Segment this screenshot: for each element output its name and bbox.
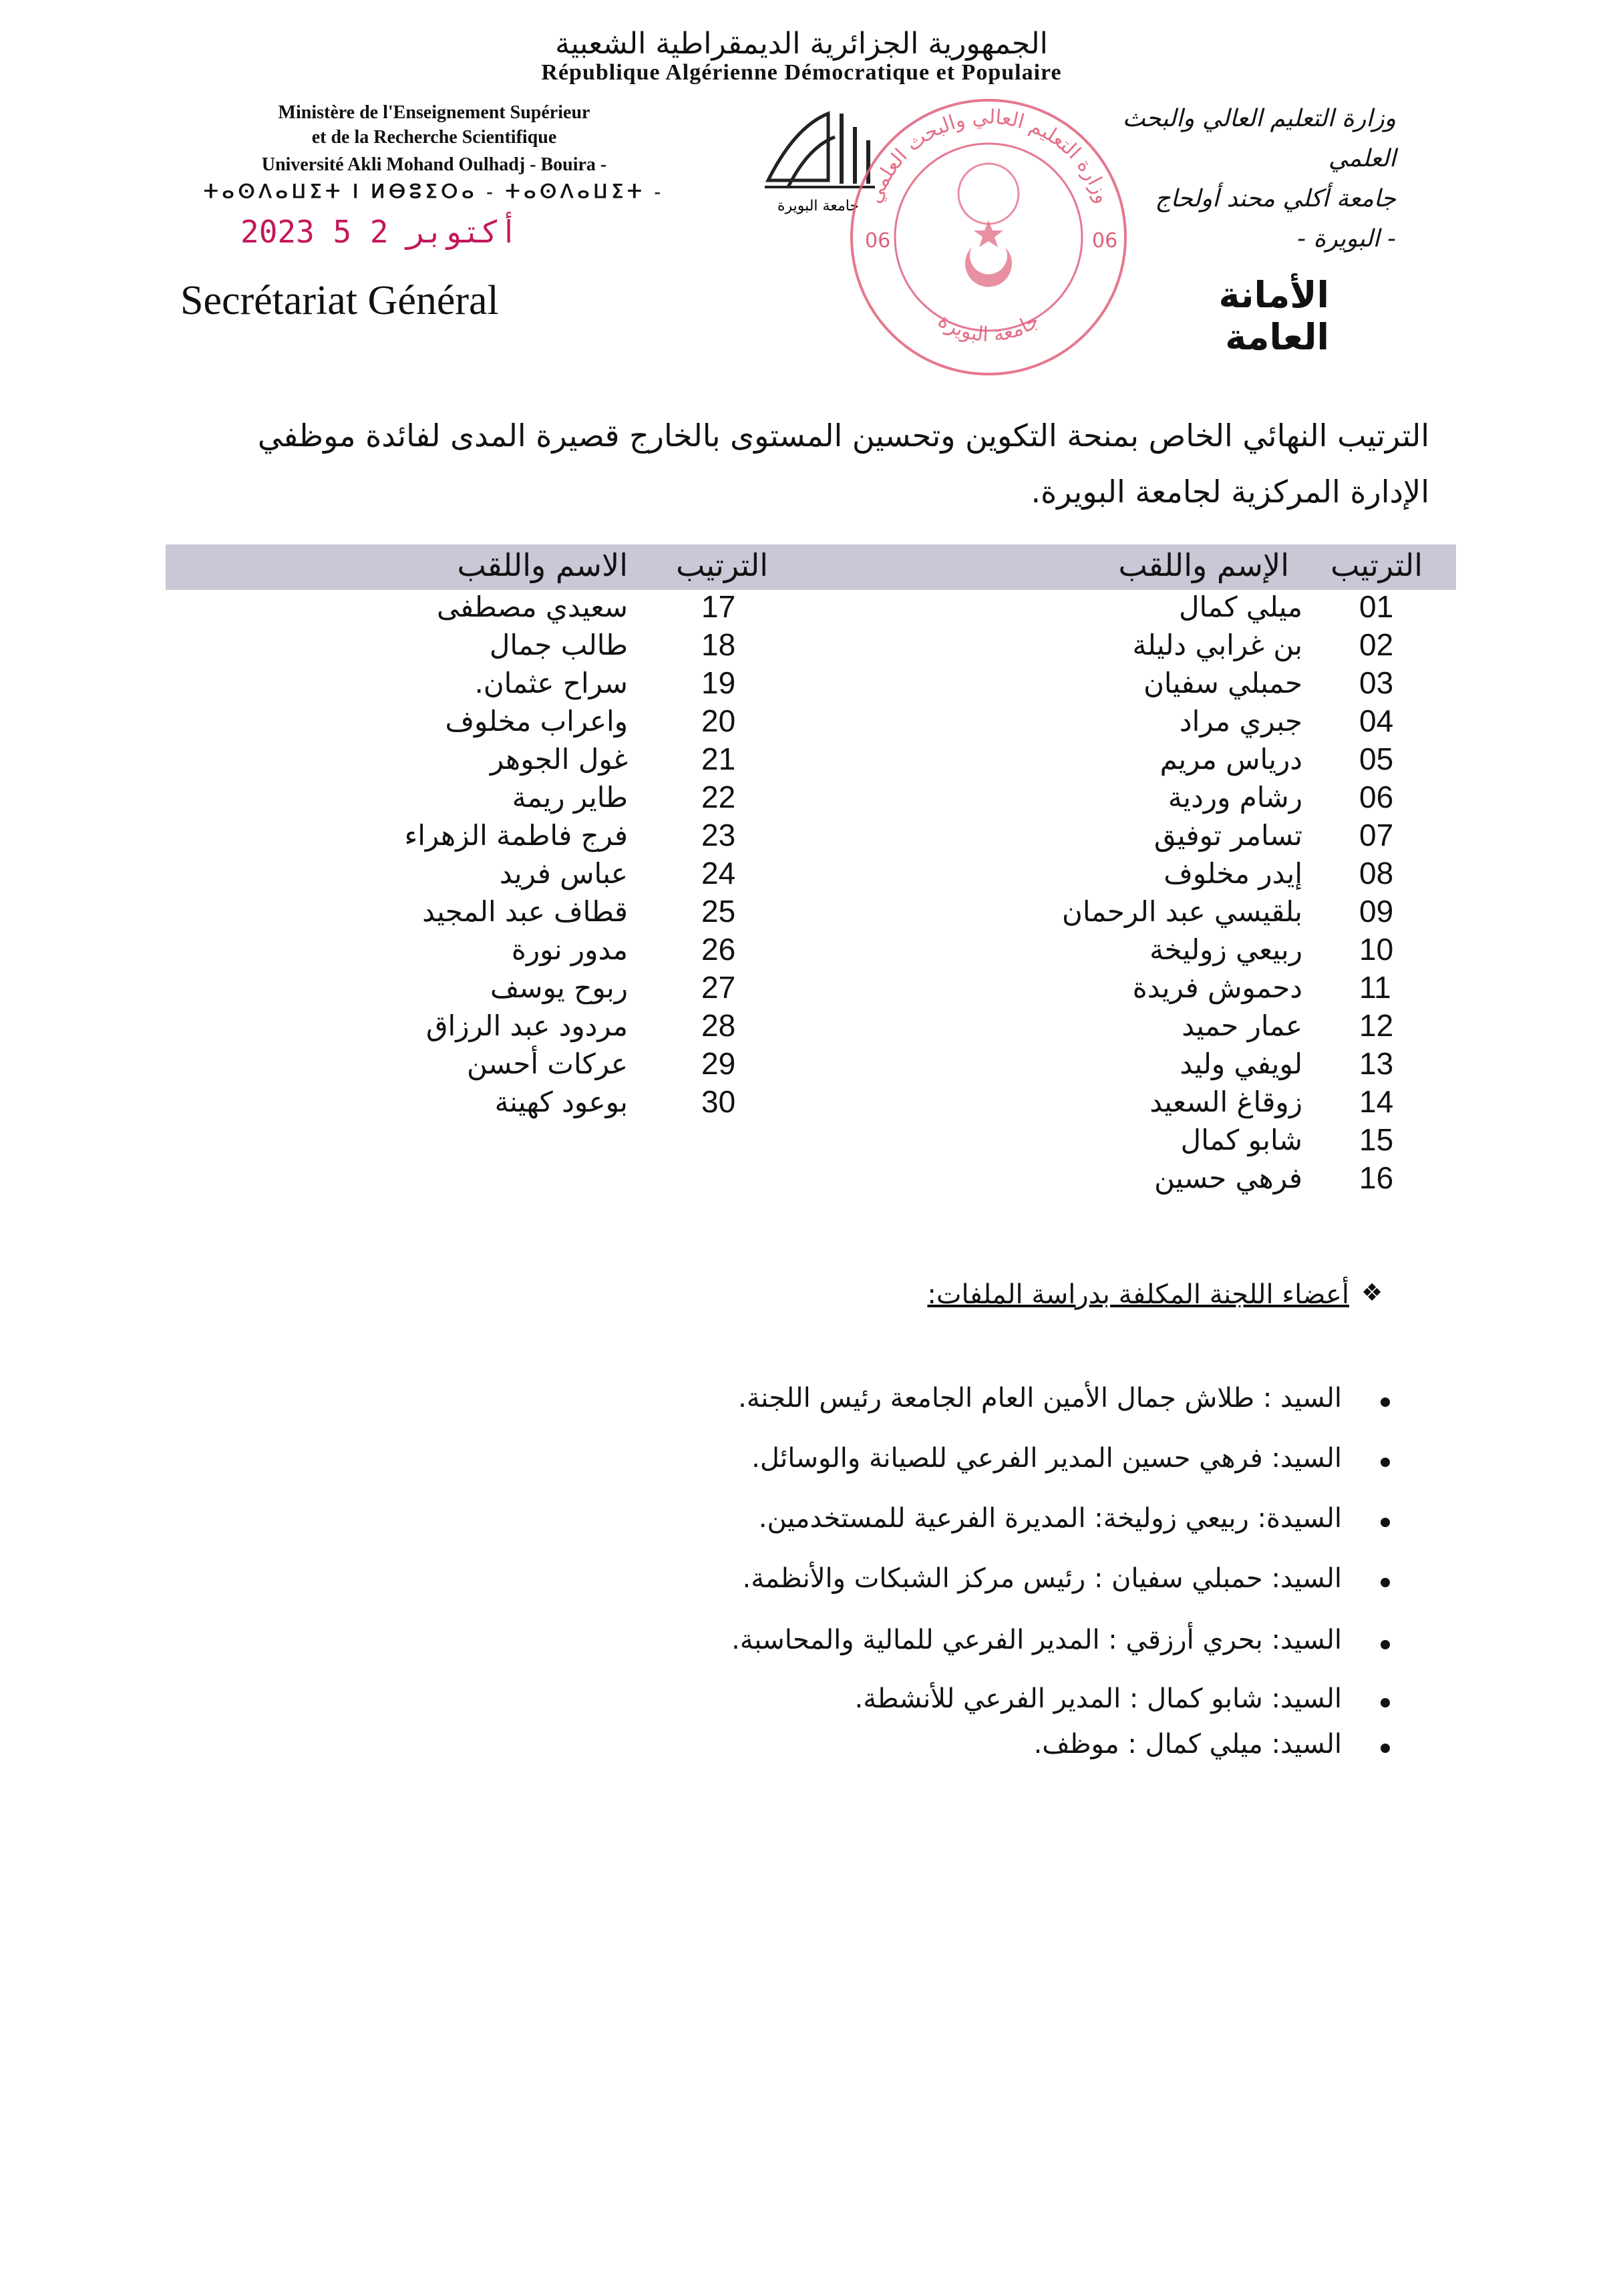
header-republic-arabic: الجمهورية الجزائرية الديمقراطية الشعبية bbox=[555, 27, 1048, 61]
name-cell: درياس مريم bbox=[1159, 743, 1302, 776]
table-row bbox=[1055, 816, 1416, 854]
table-row bbox=[401, 702, 775, 740]
table-row bbox=[1055, 626, 1416, 664]
name-cell: لويفي وليد bbox=[1180, 1047, 1302, 1080]
column-header-rank-left: الترتيب bbox=[676, 547, 768, 583]
table-row bbox=[1055, 969, 1416, 1007]
committee-heading: أعضاء اللجنة المكلفة بدراسة الملفات: bbox=[927, 1279, 1349, 1310]
committee-member: السيد: بحري أرزقي : المدير الفرعي للمالية والمحاسبة. bbox=[731, 1625, 1342, 1655]
table-row bbox=[401, 1007, 775, 1045]
rank-cell: 21 bbox=[701, 742, 736, 776]
table-row bbox=[1055, 892, 1416, 931]
name-cell: بن غرابي دليلة bbox=[1132, 629, 1302, 661]
table-row bbox=[401, 1083, 775, 1121]
table-row bbox=[401, 626, 775, 664]
name-cell: سعيدي مصطفى bbox=[436, 591, 628, 623]
committee-member: السيد: حمبلي سفيان : رئيس مركز الشبكات والأنظمة. bbox=[742, 1563, 1342, 1594]
university-tifinagh: ⵜⴰⵙⴷⴰⵡⵉⵜ ⵏ ⵍⴱⵓⵉⵔⴰ - ⵜⴰⵙⴷⴰⵡⵉⵜ - bbox=[204, 182, 665, 202]
committee-member: السيدة: ربيعي زوليخة: المديرة الفرعية للمستخدمين. bbox=[758, 1503, 1342, 1534]
header-republic-french: République Algérienne Démocratique et Populaire bbox=[541, 60, 1062, 85]
committee-member: السيد : طلاش جمال الأمين العام الجامعة رئيس اللجنة. bbox=[738, 1383, 1342, 1414]
rank-cell: 10 bbox=[1359, 932, 1394, 967]
table-row bbox=[1055, 1007, 1416, 1045]
bullet-icon bbox=[1381, 1518, 1390, 1527]
table-row bbox=[1055, 740, 1416, 778]
name-cell: غول الجوهر bbox=[490, 743, 628, 776]
rank-cell: 23 bbox=[701, 818, 736, 852]
date-stamp: 2023 أكتوبر 2 5 bbox=[240, 214, 518, 250]
bullet-icon bbox=[1381, 1578, 1390, 1587]
official-seal-icon bbox=[835, 80, 1142, 394]
rank-cell: 04 bbox=[1359, 703, 1394, 738]
table-row bbox=[401, 778, 775, 816]
column-header-name-right: الإسم واللقب bbox=[1118, 547, 1289, 583]
name-cell: طالب جمال bbox=[489, 629, 628, 661]
rank-cell: 11 bbox=[1359, 970, 1391, 1005]
table-row bbox=[1055, 702, 1416, 740]
name-cell: عمار حميد bbox=[1182, 1009, 1302, 1042]
bullet-icon bbox=[1381, 1640, 1390, 1649]
name-cell: مدور نورة bbox=[511, 933, 628, 966]
university-french: Université Akli Mohand Oulhadj - Bouira - bbox=[261, 154, 607, 175]
name-cell: عركات أحسن bbox=[467, 1047, 628, 1080]
rank-cell: 22 bbox=[701, 780, 736, 814]
rank-cell: 08 bbox=[1359, 856, 1394, 890]
seal-ring-text: وزارة التعليم العالي والبحث العلمي bbox=[862, 105, 1115, 207]
document-title: الترتيب النهائي الخاص بمنحة التكوين وتحسين المستوى بالخارج قصيرة المدى لفائدة موظفي الإدارة المركزية لجامعة البويرة. bbox=[257, 418, 1429, 510]
seal-bottom-text: جامعة البويرة bbox=[933, 309, 1044, 347]
header-ministry-french bbox=[200, 100, 668, 204]
rank-cell: 07 bbox=[1359, 818, 1394, 852]
rank-cell: 05 bbox=[1359, 742, 1394, 776]
table-row bbox=[401, 740, 775, 778]
committee-member: السيد: ميلي كمال : موظف. bbox=[1033, 1729, 1342, 1760]
rank-cell: 09 bbox=[1359, 894, 1394, 929]
rank-cell: 29 bbox=[701, 1046, 736, 1081]
rank-cell: 16 bbox=[1359, 1160, 1394, 1195]
rank-cell: 24 bbox=[701, 856, 736, 890]
table-row bbox=[401, 854, 775, 892]
table-row bbox=[401, 816, 775, 854]
column-header-name-left: الاسم واللقب bbox=[457, 547, 628, 583]
name-cell: شابو كمال bbox=[1180, 1124, 1302, 1156]
ministry-line-1: Ministère de l'Enseignement Supérieur bbox=[278, 102, 590, 123]
rank-cell: 19 bbox=[701, 665, 736, 700]
table-row bbox=[1055, 588, 1416, 626]
rank-cell: 20 bbox=[701, 703, 736, 738]
name-cell: زوقاغ السعيد bbox=[1149, 1086, 1302, 1118]
table-row bbox=[1055, 778, 1416, 816]
table-row bbox=[1055, 1083, 1416, 1121]
rank-cell: 26 bbox=[701, 932, 736, 967]
name-cell: ميلي كمال bbox=[1178, 591, 1302, 623]
name-cell: ربيعي زوليخة bbox=[1149, 933, 1302, 966]
committee-member: السيد: شابو كمال : المدير الفرعي للأنشطة. bbox=[854, 1683, 1342, 1714]
ministry-line-2: et de la Recherche Scientifique bbox=[311, 127, 557, 148]
table-row bbox=[1055, 1045, 1416, 1083]
name-cell: سراح عثمان. bbox=[474, 667, 628, 699]
city-arabic: - البويرة - bbox=[1296, 225, 1396, 253]
rank-cell: 14 bbox=[1359, 1084, 1394, 1119]
name-cell: قطاف عبد المجيد bbox=[422, 895, 628, 928]
name-cell: دحموش فريدة bbox=[1132, 971, 1302, 1004]
bullet-icon bbox=[1381, 1458, 1390, 1467]
ministry-arabic: وزارة التعليم العالي والبحث العلمي bbox=[1122, 105, 1396, 172]
committee-member: السيد: فرهي حسين المدير الفرعي للصيانة والوسائل. bbox=[751, 1443, 1342, 1474]
name-cell: تسامر توفيق bbox=[1153, 819, 1302, 852]
name-cell: طاير ريمة bbox=[512, 781, 628, 814]
bullet-icon bbox=[1381, 1398, 1390, 1407]
column-header-rank-right: الترتيب bbox=[1330, 547, 1423, 583]
name-cell: بوعود كهينة bbox=[494, 1086, 628, 1118]
name-cell: عباس فريد bbox=[499, 857, 628, 890]
rank-cell: 03 bbox=[1359, 665, 1394, 700]
table-row bbox=[401, 664, 775, 702]
name-cell: بلقيسي عبد الرحمان bbox=[1062, 895, 1302, 928]
rank-cell: 28 bbox=[701, 1008, 736, 1043]
table-row bbox=[401, 931, 775, 969]
university-arabic: جامعة أكلي محند أولحاج bbox=[1155, 185, 1396, 212]
rank-cell: 18 bbox=[701, 627, 736, 662]
name-cell: رشام وردية bbox=[1168, 781, 1302, 814]
rank-cell: 27 bbox=[701, 970, 736, 1005]
table-row bbox=[1055, 1121, 1416, 1159]
name-cell: إيدر مخلوف bbox=[1164, 857, 1302, 890]
rank-cell: 17 bbox=[701, 589, 736, 624]
ranking-column-right bbox=[1055, 588, 1416, 1197]
rank-cell: 06 bbox=[1359, 780, 1394, 814]
four-diamond-bullet-icon: ❖ bbox=[1361, 1279, 1383, 1307]
ranking-column-left bbox=[401, 588, 775, 1121]
bullet-icon bbox=[1381, 1744, 1390, 1753]
name-cell: فرج فاطمة الزهراء bbox=[404, 819, 628, 852]
table-row bbox=[1055, 854, 1416, 892]
table-row bbox=[401, 969, 775, 1007]
rank-cell: 25 bbox=[701, 894, 736, 929]
name-cell: حمبلي سفيان bbox=[1143, 667, 1302, 699]
table-row bbox=[401, 892, 775, 931]
table-row bbox=[401, 588, 775, 626]
secretariat-arabic: الأمانة العامة bbox=[1218, 274, 1329, 358]
secretariat-french: Secrétariat Général bbox=[180, 278, 499, 323]
logo-caption: جامعة البويرة bbox=[777, 198, 860, 214]
name-cell: فرهي حسين bbox=[1154, 1162, 1302, 1194]
table-row bbox=[1055, 1159, 1416, 1197]
rank-cell: 13 bbox=[1359, 1046, 1394, 1081]
name-cell: جبري مراد bbox=[1179, 705, 1302, 737]
name-cell: واعراب مخلوف bbox=[445, 705, 628, 737]
table-row bbox=[1055, 931, 1416, 969]
table-row bbox=[401, 1045, 775, 1083]
bullet-icon bbox=[1381, 1698, 1390, 1707]
name-cell: ربوح يوسف bbox=[490, 971, 628, 1004]
rank-cell: 02 bbox=[1359, 627, 1394, 662]
seal-code-right: 06 bbox=[1092, 229, 1118, 253]
rank-cell: 15 bbox=[1359, 1122, 1394, 1157]
rank-cell: 01 bbox=[1359, 589, 1394, 624]
name-cell: مردود عبد الرزاق bbox=[425, 1009, 628, 1042]
rank-cell: 12 bbox=[1359, 1008, 1394, 1043]
seal-code-left: 06 bbox=[865, 229, 891, 253]
table-row bbox=[1055, 664, 1416, 702]
rank-cell: 30 bbox=[701, 1084, 736, 1119]
